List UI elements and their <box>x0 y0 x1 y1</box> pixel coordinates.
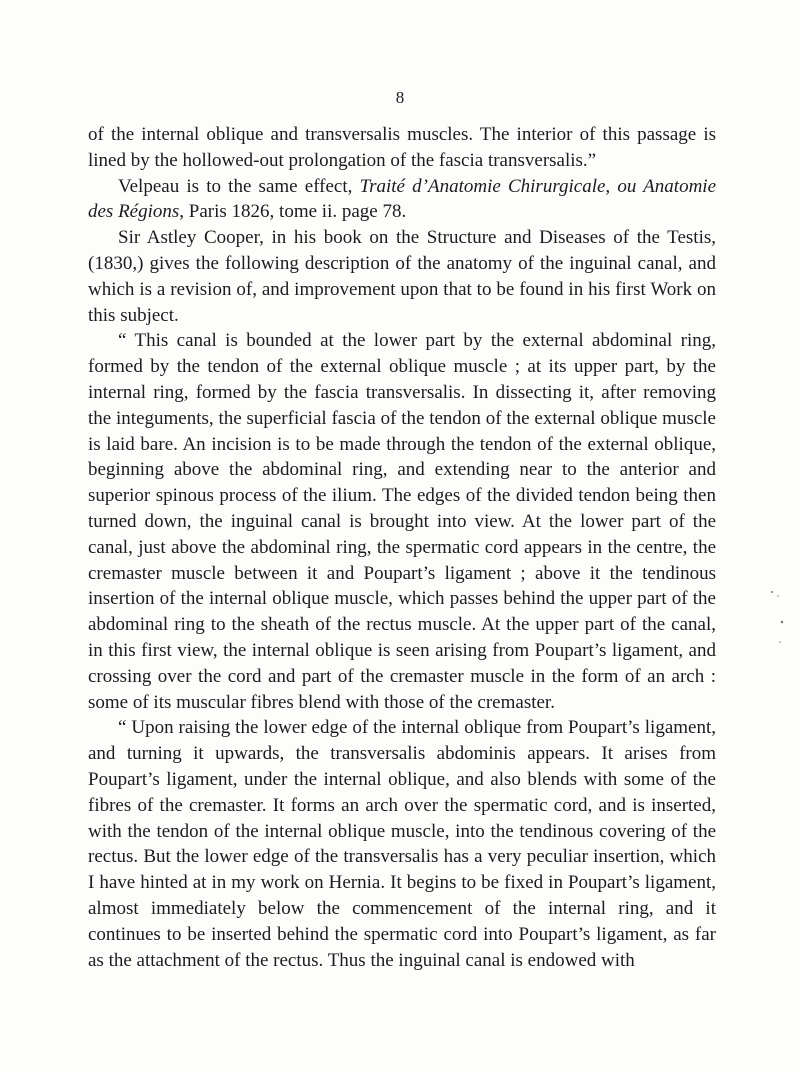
page-number: 8 <box>395 88 405 107</box>
paragraph-text: of the internal oblique and transversalis muscles. The interior of this passage is lined by the hollowed-out prolongation of the fascia transversalis.” <box>88 124 716 171</box>
book-title-italic: Traité d’Anatomie Chirurgicale, ou Anatomie des Régions <box>88 175 716 223</box>
paragraph-1 <box>88 122 716 174</box>
paragraph-text: Velpeau is to the same effect, <box>118 175 360 197</box>
paragraph-3 <box>88 225 716 328</box>
paragraph-4 <box>88 328 716 715</box>
margin-specks <box>760 560 790 720</box>
paragraph-text: “ This canal is bounded at the lower part by the external abdominal ring, formed by the tendon of the external oblique muscle ; at its upper part, by the internal ring, formed by the fascia transversalis. In dissecting it, after removing the integuments, the superficial fascia of the tendon of the external oblique muscle is laid bare. An incision is to be made through the tendon of the external oblique, beginning above the abdominal ring, and extending near to the anterior and superior spinous process of the ilium. The edges of the divided tendon being then turned down, the inguinal canal is brought into view. At the lower part of the canal, just above the abdominal ring, the spermatic cord appears in the centre, the cremaster muscle between it and Poupart’s ligament ; above it the tendinous insertion of the internal oblique muscle, which passes behind the upper part of the abdominal ring to the sheath of the rectus muscle. At the upper part of the canal, in this first view, the internal oblique is seen arising from Poupart’s ligament, and crossing over the cord and part of the cremaster muscle in the form of an arch : some of its muscular fibres blend with those of the cremaster. <box>88 330 716 713</box>
paragraph-text: “ Upon raising the lower edge of the internal oblique from Poupart’s ligament, and turning it upwards, the transversalis abdominis appears. It arises from Poupart’s ligament, under the internal oblique, and also blends with some of the fibres of the cremaster. It forms an arch over the spermatic cord, and is inserted, with the tendon of the internal oblique muscle, into the tendinous covering of the rectus. But the lower edge of the transversalis has a very peculiar insertion, which I have hinted at in my work on Hernia. It begins to be fixed in Poupart’s ligament, almost immediately below the commencement of the internal ring, and it continues to be inserted behind the spermatic cord into Poupart’s ligament, as far as the attachment of the rectus. Thus the inguinal canal is endowed with <box>88 717 716 971</box>
paragraph-text: , Paris 1826, tome ii. page 78. <box>179 201 407 223</box>
paragraph-5 <box>88 715 716 973</box>
paragraph-2 <box>88 174 716 226</box>
paragraph-text: Sir Astley Cooper, in his book on the Structure and Diseases of the Testis, (1830,) gives the following description of the anatomy of the inguinal canal, and which is a revision of, and improvement upon that to be found in his first Work on this subject. <box>88 227 716 326</box>
body-text <box>88 122 716 973</box>
